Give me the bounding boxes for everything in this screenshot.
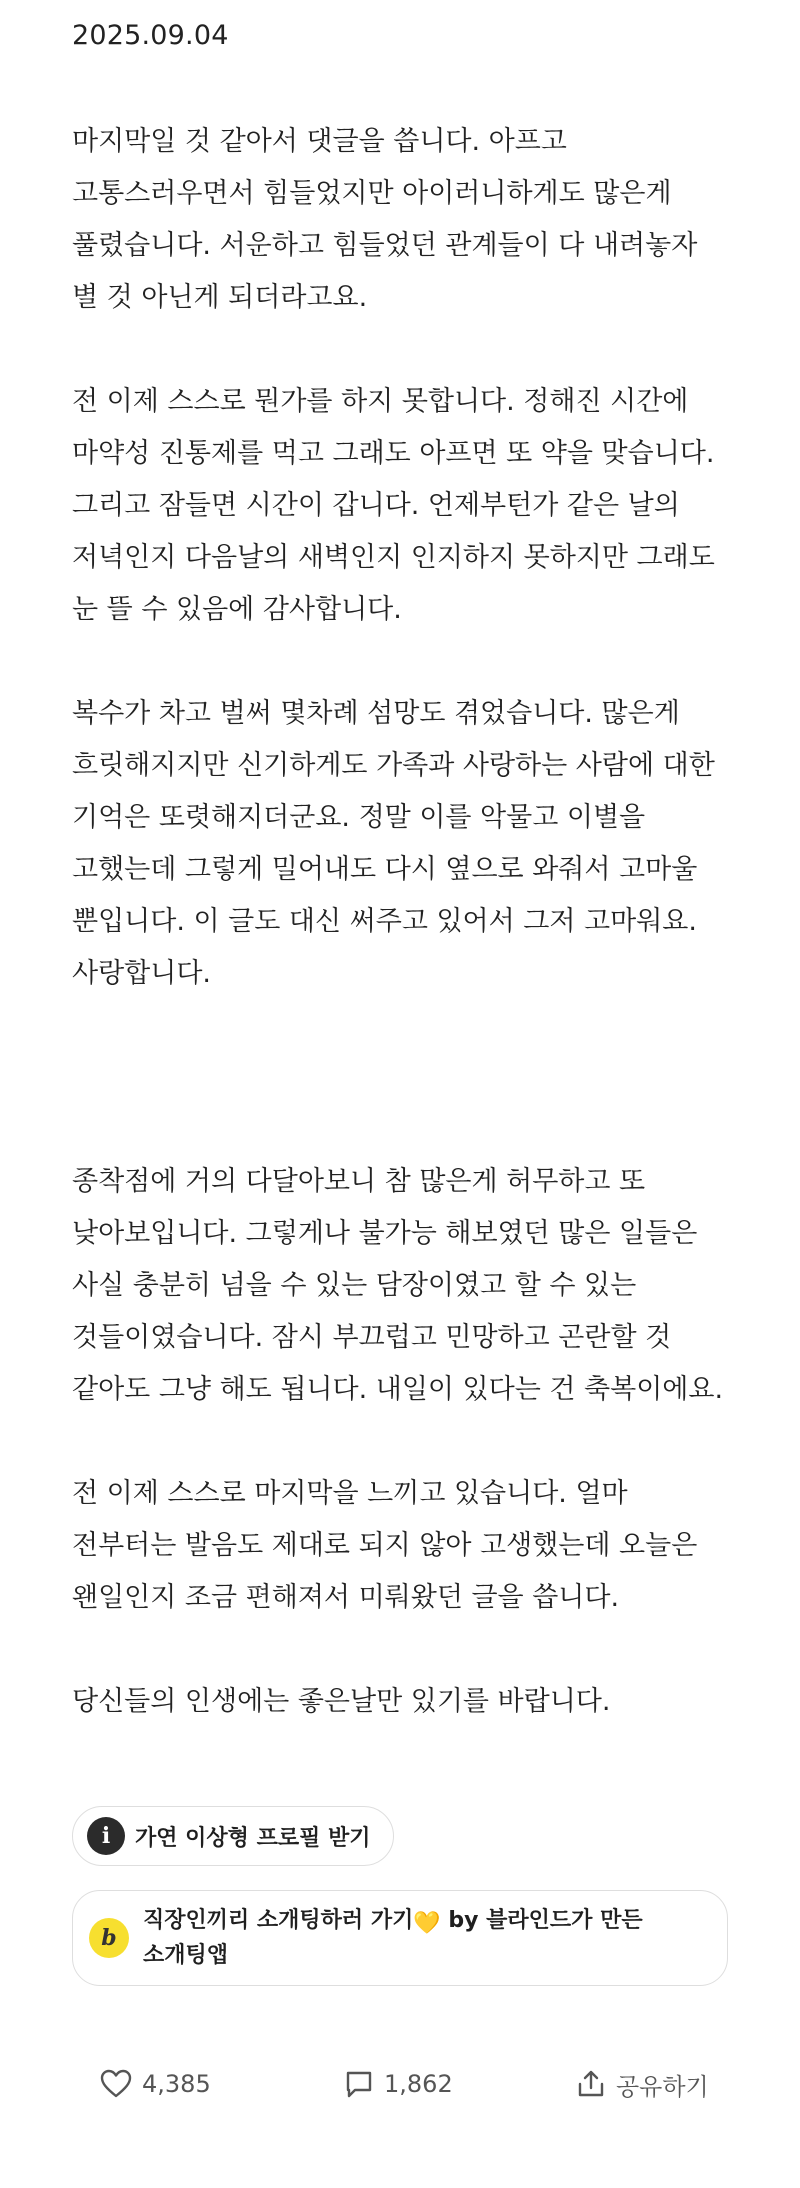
profile-chip-label: 가연 이상형 프로필 받기: [135, 1825, 371, 1851]
paragraph-gap: [72, 1624, 772, 1676]
text-line: 고했는데 그렇게 밀어내도 다시 옆으로 와줘서 고마울: [72, 854, 698, 885]
paragraph-2: [72, 376, 772, 636]
text-line: 뿐입니다. 이 글도 대신 써주고 있어서 그저 고마워요.: [72, 906, 697, 937]
text-line: 종착점에 거의 다달아보니 참 많은게 허무하고 또: [72, 1166, 646, 1197]
text-line: 풀렸습니다. 서운하고 힘들었던 관계들이 다 내려놓자: [72, 230, 698, 261]
text-line: 같아도 그냥 해도 됩니다. 내일이 있다는 건 축복이에요.: [72, 1374, 724, 1405]
profile-chip-button[interactable]: [72, 1806, 394, 1866]
blind-logo-icon: b: [89, 1918, 129, 1958]
text-line: 전 이제 스스로 마지막을 느끼고 있습니다. 얼마: [72, 1478, 628, 1509]
paragraph-4: [72, 1156, 772, 1416]
text-line: 그리고 잠들면 시간이 갑니다. 언제부턴가 같은 날의: [72, 490, 680, 521]
share-button[interactable]: [576, 2056, 709, 2112]
paragraph-1: [72, 116, 772, 324]
text-line: 마약성 진통제를 먹고 그래도 아프면 또 약을 맞습니다.: [72, 438, 715, 469]
paragraph-3: [72, 688, 772, 1000]
text-line: 왠일인지 조금 편해져서 미뤄왔던 글을 씁니다.: [72, 1582, 620, 1613]
text-line: 마지막일 것 같아서 댓글을 씁니다. 아프고: [72, 126, 567, 157]
text-line: 당신들의 인생에는 좋은날만 있기를 바랍니다.: [72, 1686, 611, 1717]
text-line: 사랑합니다.: [72, 958, 211, 989]
paragraph-gap: [72, 1000, 772, 1156]
info-icon: i: [87, 1817, 125, 1855]
text-line: 사실 충분히 넘을 수 있는 담장이였고 할 수 있는: [72, 1270, 637, 1301]
ad-text-after: by 블라인드가 만든: [440, 1907, 643, 1933]
ad-card-link[interactable]: [72, 1890, 728, 1986]
ad-card-text: [143, 1905, 643, 1972]
comment-button[interactable]: [344, 2056, 453, 2112]
text-line: 별 것 아닌게 되더라고요.: [72, 282, 368, 313]
share-icon: [576, 2069, 606, 2099]
paragraph-6: [72, 1676, 772, 1728]
text-line: 복수가 차고 벌써 몇차례 섬망도 겪었습니다. 많은게: [72, 698, 680, 729]
yellow-heart-icon: 💛: [413, 1910, 441, 1936]
paragraph-gap: [72, 324, 772, 376]
paragraph-gap: [72, 1416, 772, 1468]
paragraph-5: [72, 1468, 772, 1624]
like-count: 4,385: [142, 2070, 211, 2098]
text-line: 고통스러우면서 힘들었지만 아이러니하게도 많은게: [72, 178, 672, 209]
ad-card-line-1: [143, 1905, 643, 1940]
heart-icon: [100, 2069, 132, 2099]
share-label: 공유하기: [616, 2072, 709, 2101]
text-line: 전부터는 발음도 제대로 되지 않아 고생했는데 오늘은: [72, 1530, 698, 1561]
post-body: [72, 116, 772, 1728]
ad-card-line-2: 소개팅앱: [143, 1942, 229, 1968]
text-line: 낮아보입니다. 그렇게나 불가능 해보였던 많은 일들은: [72, 1218, 698, 1249]
comment-count: 1,862: [384, 2070, 453, 2098]
text-line: 것들이였습니다. 잠시 부끄럽고 민망하고 곤란할 것: [72, 1322, 672, 1353]
text-line: 저녁인지 다음날의 새벽인지 인지하지 못하지만 그래도: [72, 542, 715, 573]
post-date: 2025.09.04: [72, 20, 229, 51]
text-line: 기억은 또렷해지더군요. 정말 이를 악물고 이별을: [72, 802, 646, 833]
post-actions-bar: [0, 2056, 800, 2112]
text-line: 전 이제 스스로 뭔가를 하지 못합니다. 정해진 시간에: [72, 386, 689, 417]
like-button[interactable]: [100, 2056, 211, 2112]
paragraph-gap: [72, 636, 772, 688]
comment-icon: [344, 2069, 374, 2099]
text-line: 눈 뜰 수 있음에 감사합니다.: [72, 594, 402, 625]
text-line: 흐릿해지지만 신기하게도 가족과 사랑하는 사람에 대한: [72, 750, 715, 781]
ad-text-before: 직장인끼리 소개팅하러 가기: [143, 1907, 414, 1933]
